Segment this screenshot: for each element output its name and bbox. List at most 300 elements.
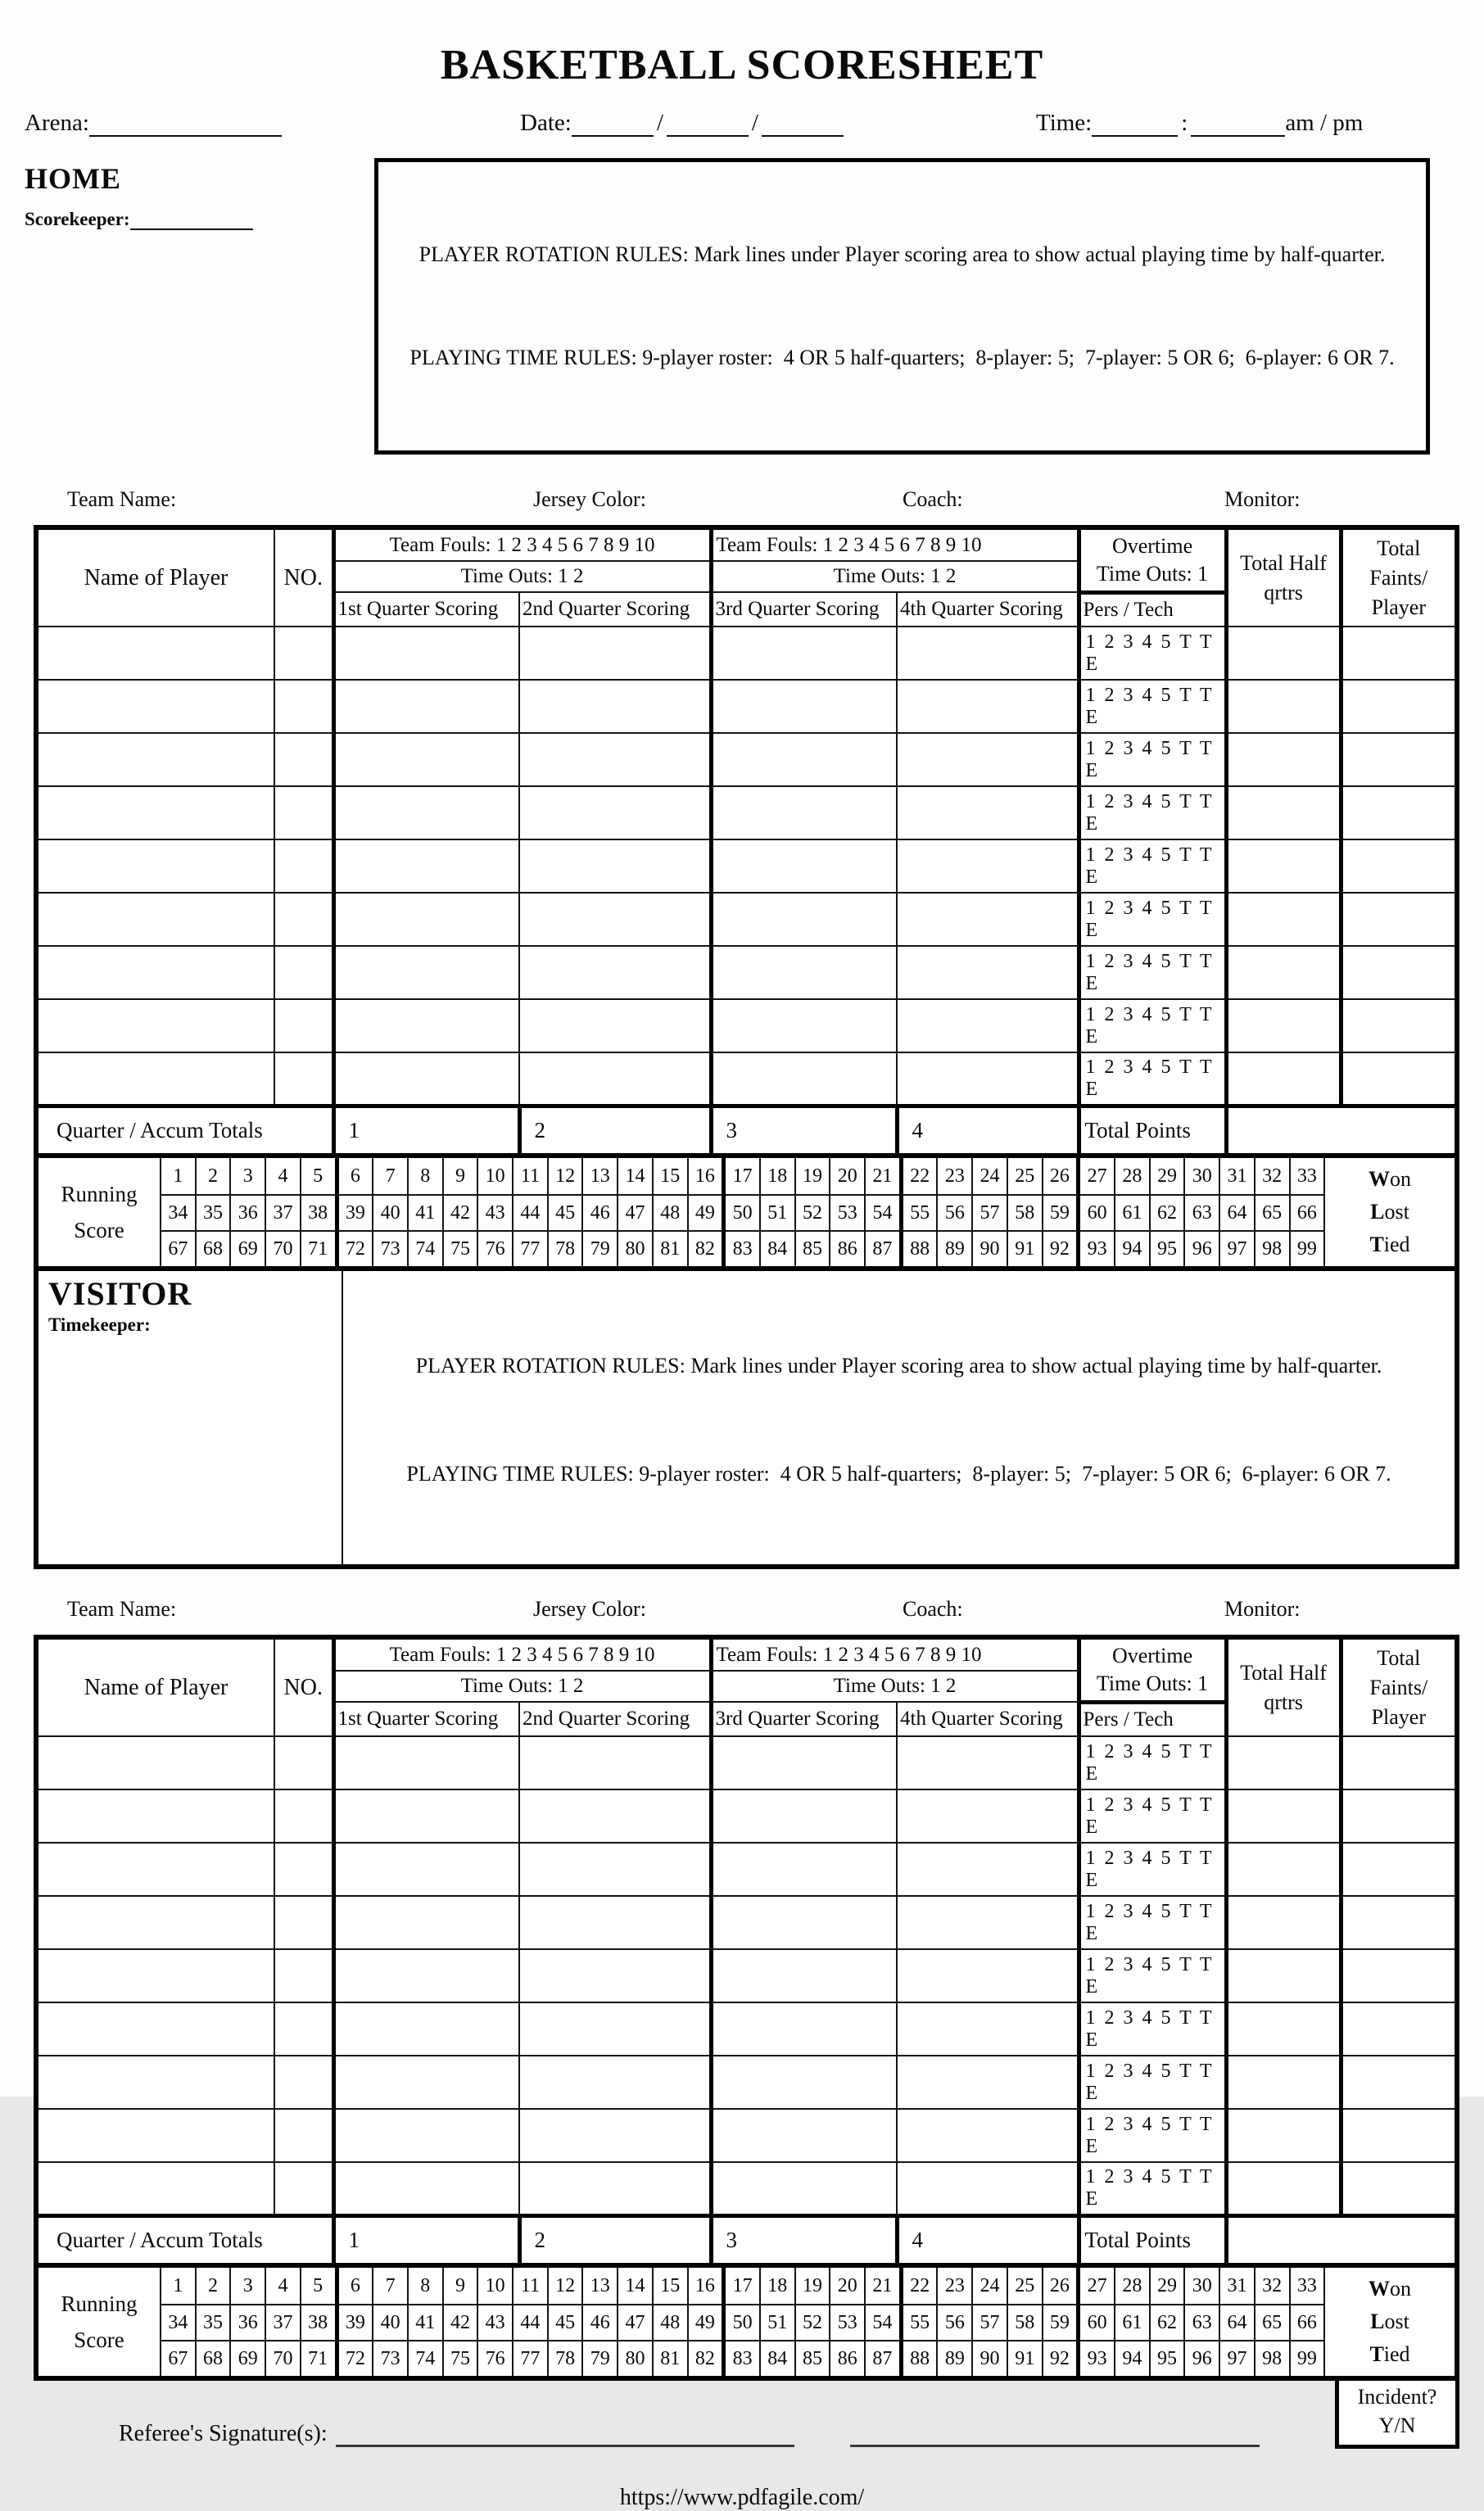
running-score-number[interactable]: 94 <box>1115 1230 1151 1266</box>
player-q4-scoring-cell[interactable] <box>897 1949 1079 2002</box>
running-score-number[interactable]: 84 <box>761 1230 796 1266</box>
quarter-2-total-cell[interactable]: 2 <box>519 2215 711 2263</box>
player-name-cell[interactable] <box>38 893 274 946</box>
running-score-number[interactable]: 24 <box>973 1158 1008 1194</box>
running-score-number[interactable]: 47 <box>618 2304 654 2340</box>
player-name-cell[interactable] <box>38 2002 274 2056</box>
player-total-faints-cell[interactable] <box>1341 999 1455 1052</box>
running-score-number[interactable]: 37 <box>266 1194 301 1230</box>
running-score-number[interactable]: 44 <box>514 1194 549 1230</box>
player-number-cell[interactable] <box>274 1843 333 1896</box>
player-q4-scoring-cell[interactable] <box>897 2056 1079 2109</box>
running-score-number[interactable]: 20 <box>830 1158 866 1194</box>
player-q2-scoring-cell[interactable] <box>519 627 711 680</box>
player-q2-scoring-cell[interactable] <box>519 1789 711 1843</box>
running-score-number[interactable]: 54 <box>866 1194 903 1230</box>
running-score-number[interactable]: 14 <box>618 1158 654 1194</box>
running-score-number[interactable]: 95 <box>1151 1230 1186 1266</box>
running-score-number[interactable]: 63 <box>1185 1194 1220 1230</box>
running-score-number[interactable]: 96 <box>1185 1230 1220 1266</box>
running-score-number[interactable]: 97 <box>1220 2340 1256 2376</box>
timeouts-header-first-half[interactable]: Time Outs: 1 2 <box>333 1671 711 1702</box>
player-q2-scoring-cell[interactable] <box>519 2002 711 2056</box>
running-score-number[interactable]: 6 <box>339 2268 374 2304</box>
running-score-number[interactable]: 7 <box>373 1158 409 1194</box>
running-score-number[interactable]: 44 <box>514 2304 549 2340</box>
running-score-number[interactable]: 39 <box>339 2304 374 2340</box>
running-score-number[interactable]: 29 <box>1151 2268 1186 2304</box>
running-score-number[interactable]: 11 <box>514 1158 549 1194</box>
running-score-number[interactable]: 4 <box>266 1158 301 1194</box>
running-score-number[interactable]: 87 <box>866 2340 903 2376</box>
player-q1-scoring-cell[interactable] <box>333 2002 519 2056</box>
running-score-number[interactable]: 80 <box>618 1230 654 1266</box>
running-score-number[interactable]: 62 <box>1151 1194 1186 1230</box>
running-score-number[interactable]: 48 <box>654 1194 689 1230</box>
running-score-number[interactable]: 32 <box>1256 2268 1291 2304</box>
running-score-number[interactable]: 32 <box>1256 1158 1291 1194</box>
running-score-number[interactable]: 79 <box>583 2340 618 2376</box>
date-line-2[interactable] <box>667 111 749 137</box>
player-name-cell[interactable] <box>38 1789 274 1843</box>
running-score-number[interactable]: 99 <box>1291 1230 1326 1266</box>
running-score-number[interactable]: 29 <box>1151 1158 1186 1194</box>
running-score-number[interactable]: 51 <box>761 2304 796 2340</box>
player-total-half-cell[interactable] <box>1226 999 1341 1052</box>
running-score-number[interactable]: 89 <box>938 1230 973 1266</box>
running-score-number[interactable]: 56 <box>938 1194 973 1230</box>
player-total-half-cell[interactable] <box>1226 733 1341 786</box>
player-fouls-cell[interactable]: 1 2 3 4 5 T T E <box>1079 1736 1226 1789</box>
running-score-number[interactable]: 30 <box>1185 1158 1220 1194</box>
player-total-faints-cell[interactable] <box>1341 2002 1455 2056</box>
running-score-number[interactable]: 94 <box>1115 2340 1151 2376</box>
player-q4-scoring-cell[interactable] <box>897 1736 1079 1789</box>
running-score-number[interactable]: 12 <box>549 2268 584 2304</box>
running-score-number[interactable]: 64 <box>1220 2304 1256 2340</box>
player-total-faints-cell[interactable] <box>1341 1843 1455 1896</box>
running-score-number[interactable]: 77 <box>514 2340 549 2376</box>
player-q3-scoring-cell[interactable] <box>711 680 897 733</box>
player-q3-scoring-cell[interactable] <box>711 1896 897 1949</box>
player-q3-scoring-cell[interactable] <box>711 946 897 999</box>
running-score-number[interactable]: 68 <box>197 1230 232 1266</box>
running-score-number[interactable]: 69 <box>231 2340 266 2376</box>
player-fouls-cell[interactable]: 1 2 3 4 5 T T E <box>1079 839 1226 893</box>
running-score-number[interactable]: 34 <box>161 2304 197 2340</box>
running-score-number[interactable]: 21 <box>866 2268 903 2304</box>
running-score-number[interactable]: 27 <box>1080 2268 1115 2304</box>
running-score-number[interactable]: 65 <box>1256 2304 1291 2340</box>
player-total-faints-cell[interactable] <box>1341 786 1455 839</box>
scorekeeper-line[interactable] <box>130 204 253 230</box>
player-fouls-cell[interactable]: 1 2 3 4 5 T T E <box>1079 2056 1226 2109</box>
player-fouls-cell[interactable]: 1 2 3 4 5 T T E <box>1079 1843 1226 1896</box>
running-score-number[interactable]: 66 <box>1291 1194 1326 1230</box>
player-q1-scoring-cell[interactable] <box>333 1843 519 1896</box>
timeouts-header-second-half[interactable]: Time Outs: 1 2 <box>711 561 1079 592</box>
running-score-number[interactable]: 85 <box>796 2340 831 2376</box>
timeouts-header-first-half[interactable]: Time Outs: 1 2 <box>333 561 711 592</box>
running-score-number[interactable]: 88 <box>903 1230 939 1266</box>
running-score-number[interactable]: 71 <box>301 1230 339 1266</box>
player-q4-scoring-cell[interactable] <box>897 733 1079 786</box>
player-q4-scoring-cell[interactable] <box>897 2002 1079 2056</box>
running-score-number[interactable]: 14 <box>618 2268 654 2304</box>
running-score-number[interactable]: 76 <box>478 2340 514 2376</box>
player-name-cell[interactable] <box>38 1052 274 1106</box>
player-name-cell[interactable] <box>38 627 274 680</box>
player-total-half-cell[interactable] <box>1226 680 1341 733</box>
running-score-number[interactable]: 1 <box>161 1158 197 1194</box>
result-lost[interactable]: Lost <box>1370 1200 1409 1224</box>
player-fouls-cell[interactable]: 1 2 3 4 5 T T E <box>1079 627 1226 680</box>
player-name-cell[interactable] <box>38 1949 274 2002</box>
team-name-label[interactable]: Team Name: <box>67 487 177 511</box>
player-total-half-cell[interactable] <box>1226 946 1341 999</box>
player-q1-scoring-cell[interactable] <box>333 1789 519 1843</box>
quarter-3-total-cell[interactable]: 3 <box>711 1106 897 1153</box>
player-name-cell[interactable] <box>38 999 274 1052</box>
running-score-number[interactable]: 69 <box>231 1230 266 1266</box>
player-name-cell[interactable] <box>38 680 274 733</box>
running-score-number[interactable]: 63 <box>1185 2304 1220 2340</box>
player-q2-scoring-cell[interactable] <box>519 1736 711 1789</box>
player-q1-scoring-cell[interactable] <box>333 946 519 999</box>
incident-box[interactable] <box>1335 2381 1459 2449</box>
running-score-number[interactable]: 72 <box>339 1230 374 1266</box>
player-number-cell[interactable] <box>274 2109 333 2162</box>
player-number-cell[interactable] <box>274 1052 333 1106</box>
player-number-cell[interactable] <box>274 733 333 786</box>
running-score-number[interactable]: 68 <box>197 2340 232 2376</box>
player-fouls-cell[interactable]: 1 2 3 4 5 T T E <box>1079 733 1226 786</box>
player-q1-scoring-cell[interactable] <box>333 1736 519 1789</box>
running-score-number[interactable]: 74 <box>409 1230 444 1266</box>
player-q3-scoring-cell[interactable] <box>711 627 897 680</box>
running-score-number[interactable]: 90 <box>973 2340 1008 2376</box>
running-score-number[interactable]: 25 <box>1008 2268 1043 2304</box>
running-score-number[interactable]: 43 <box>478 1194 514 1230</box>
running-score-number[interactable]: 48 <box>654 2304 689 2340</box>
running-score-number[interactable]: 42 <box>444 1194 479 1230</box>
running-score-number[interactable]: 64 <box>1220 1194 1256 1230</box>
running-score-number[interactable]: 53 <box>830 1194 866 1230</box>
running-score-number[interactable]: 18 <box>761 1158 796 1194</box>
running-score-number[interactable]: 91 <box>1008 2340 1043 2376</box>
running-score-number[interactable]: 81 <box>654 2340 689 2376</box>
running-score-number[interactable]: 70 <box>266 2340 301 2376</box>
running-score-number[interactable]: 46 <box>583 1194 618 1230</box>
running-score-number[interactable]: 67 <box>161 1230 197 1266</box>
player-total-faints-cell[interactable] <box>1341 2162 1455 2215</box>
running-score-number[interactable]: 79 <box>583 1230 618 1266</box>
running-score-number[interactable]: 21 <box>866 1158 903 1194</box>
player-total-half-cell[interactable] <box>1226 839 1341 893</box>
running-score-number[interactable]: 12 <box>549 1158 584 1194</box>
player-q4-scoring-cell[interactable] <box>897 839 1079 893</box>
running-score-number[interactable]: 37 <box>266 2304 301 2340</box>
running-score-number[interactable]: 89 <box>938 2340 973 2376</box>
running-score-number[interactable]: 76 <box>478 1230 514 1266</box>
player-q4-scoring-cell[interactable] <box>897 1896 1079 1949</box>
overtime-timeouts-label[interactable]: Time Outs: 1 <box>1096 1671 1209 1695</box>
result-won[interactable]: Won <box>1369 1167 1411 1191</box>
player-q2-scoring-cell[interactable] <box>519 680 711 733</box>
quarter-1-total-cell[interactable]: 1 <box>333 1106 519 1153</box>
player-q4-scoring-cell[interactable] <box>897 1789 1079 1843</box>
player-q1-scoring-cell[interactable] <box>333 1052 519 1106</box>
player-total-faints-cell[interactable] <box>1341 1736 1455 1789</box>
player-q2-scoring-cell[interactable] <box>519 2109 711 2162</box>
player-number-cell[interactable] <box>274 2002 333 2056</box>
running-score-number[interactable]: 72 <box>339 2340 374 2376</box>
player-q1-scoring-cell[interactable] <box>333 680 519 733</box>
player-total-faints-cell[interactable] <box>1341 733 1455 786</box>
running-score-number[interactable]: 38 <box>301 2304 339 2340</box>
running-score-number[interactable]: 42 <box>444 2304 479 2340</box>
running-score-number[interactable]: 6 <box>339 1158 374 1194</box>
total-points-cell[interactable] <box>1226 1106 1455 1153</box>
player-total-faints-cell[interactable] <box>1341 1949 1455 2002</box>
player-total-faints-cell[interactable] <box>1341 1896 1455 1949</box>
jersey-color-label[interactable]: Jersey Color: <box>533 487 646 511</box>
running-score-number[interactable]: 22 <box>903 2268 939 2304</box>
date-line-1[interactable] <box>572 111 654 137</box>
player-q3-scoring-cell[interactable] <box>711 999 897 1052</box>
running-score-number[interactable]: 56 <box>938 2304 973 2340</box>
player-total-faints-cell[interactable] <box>1341 2109 1455 2162</box>
team-name-label[interactable]: Team Name: <box>67 1597 177 1621</box>
quarter-4-total-cell[interactable]: 4 <box>897 2215 1079 2263</box>
player-total-half-cell[interactable] <box>1226 1843 1341 1896</box>
player-name-cell[interactable] <box>38 2162 274 2215</box>
time-line-minute[interactable] <box>1191 111 1285 137</box>
running-score-number[interactable]: 65 <box>1256 1194 1291 1230</box>
running-score-number[interactable]: 8 <box>409 2268 444 2304</box>
running-score-number[interactable]: 18 <box>761 2268 796 2304</box>
player-number-cell[interactable] <box>274 1736 333 1789</box>
running-score-number[interactable]: 28 <box>1115 1158 1151 1194</box>
coach-label[interactable]: Coach: <box>903 487 963 511</box>
running-score-number[interactable]: 23 <box>938 1158 973 1194</box>
running-score-number[interactable]: 41 <box>409 2304 444 2340</box>
player-number-cell[interactable] <box>274 1789 333 1843</box>
player-q3-scoring-cell[interactable] <box>711 2162 897 2215</box>
running-score-number[interactable]: 57 <box>973 2304 1008 2340</box>
running-score-number[interactable]: 43 <box>478 2304 514 2340</box>
running-score-number[interactable]: 85 <box>796 1230 831 1266</box>
signature-line-1[interactable] <box>336 2419 794 2447</box>
running-score-number[interactable]: 27 <box>1080 1158 1115 1194</box>
running-score-number[interactable]: 5 <box>301 1158 339 1194</box>
player-q4-scoring-cell[interactable] <box>897 893 1079 946</box>
player-number-cell[interactable] <box>274 1896 333 1949</box>
running-score-number[interactable]: 15 <box>654 1158 689 1194</box>
running-score-number[interactable]: 54 <box>866 2304 903 2340</box>
player-q3-scoring-cell[interactable] <box>711 893 897 946</box>
result-won[interactable]: Won <box>1369 2277 1411 2301</box>
player-total-faints-cell[interactable] <box>1341 1052 1455 1106</box>
player-number-cell[interactable] <box>274 999 333 1052</box>
monitor-label[interactable]: Monitor: <box>1224 1597 1301 1621</box>
player-q4-scoring-cell[interactable] <box>897 627 1079 680</box>
running-score-number[interactable]: 5 <box>301 2268 339 2304</box>
player-total-half-cell[interactable] <box>1226 2056 1341 2109</box>
running-score-number[interactable]: 86 <box>830 1230 866 1266</box>
running-score-number[interactable]: 19 <box>796 2268 831 2304</box>
running-score-number[interactable]: 58 <box>1008 2304 1043 2340</box>
running-score-number[interactable]: 84 <box>761 2340 796 2376</box>
player-q4-scoring-cell[interactable] <box>897 2162 1079 2215</box>
player-number-cell[interactable] <box>274 839 333 893</box>
running-score-number[interactable]: 75 <box>444 2340 479 2376</box>
player-q1-scoring-cell[interactable] <box>333 839 519 893</box>
running-score-number[interactable]: 25 <box>1008 1158 1043 1194</box>
player-total-faints-cell[interactable] <box>1341 893 1455 946</box>
running-score-number[interactable]: 67 <box>161 2340 197 2376</box>
running-score-number[interactable]: 90 <box>973 1230 1008 1266</box>
player-q2-scoring-cell[interactable] <box>519 999 711 1052</box>
player-total-half-cell[interactable] <box>1226 2002 1341 2056</box>
running-score-number[interactable]: 33 <box>1291 2268 1326 2304</box>
running-score-number[interactable]: 87 <box>866 1230 903 1266</box>
running-score-number[interactable]: 78 <box>549 2340 584 2376</box>
player-q2-scoring-cell[interactable] <box>519 946 711 999</box>
running-score-number[interactable]: 71 <box>301 2340 339 2376</box>
player-q4-scoring-cell[interactable] <box>897 1052 1079 1106</box>
running-score-number[interactable]: 82 <box>689 2340 726 2376</box>
player-fouls-cell[interactable]: 1 2 3 4 5 T T E <box>1079 786 1226 839</box>
jersey-color-label[interactable]: Jersey Color: <box>533 1597 646 1621</box>
running-score-number[interactable]: 9 <box>444 1158 479 1194</box>
player-q3-scoring-cell[interactable] <box>711 786 897 839</box>
player-fouls-cell[interactable]: 1 2 3 4 5 T T E <box>1079 2109 1226 2162</box>
player-number-cell[interactable] <box>274 946 333 999</box>
player-fouls-cell[interactable]: 1 2 3 4 5 T T E <box>1079 1789 1226 1843</box>
running-score-number[interactable]: 30 <box>1185 2268 1220 2304</box>
running-score-number[interactable]: 78 <box>549 1230 584 1266</box>
player-q1-scoring-cell[interactable] <box>333 893 519 946</box>
running-score-number[interactable]: 81 <box>654 1230 689 1266</box>
timeouts-header-second-half[interactable]: Time Outs: 1 2 <box>711 1671 1079 1702</box>
running-score-number[interactable]: 35 <box>197 1194 232 1230</box>
player-name-cell[interactable] <box>38 946 274 999</box>
player-q1-scoring-cell[interactable] <box>333 786 519 839</box>
running-score-number[interactable]: 99 <box>1291 2340 1326 2376</box>
running-score-number[interactable]: 49 <box>689 2304 726 2340</box>
running-score-number[interactable]: 20 <box>830 2268 866 2304</box>
player-total-half-cell[interactable] <box>1226 1789 1341 1843</box>
player-total-faints-cell[interactable] <box>1341 627 1455 680</box>
player-fouls-cell[interactable]: 1 2 3 4 5 T T E <box>1079 999 1226 1052</box>
running-score-number[interactable]: 86 <box>830 2340 866 2376</box>
running-score-number[interactable]: 3 <box>231 1158 266 1194</box>
running-score-number[interactable]: 58 <box>1008 1194 1043 1230</box>
player-q4-scoring-cell[interactable] <box>897 999 1079 1052</box>
running-score-number[interactable]: 26 <box>1043 2268 1081 2304</box>
player-name-cell[interactable] <box>38 733 274 786</box>
date-line-3[interactable] <box>762 111 844 137</box>
total-points-cell[interactable] <box>1226 2215 1455 2263</box>
running-score-number[interactable]: 97 <box>1220 1230 1256 1266</box>
running-score-number[interactable]: 33 <box>1291 1158 1326 1194</box>
player-number-cell[interactable] <box>274 1949 333 2002</box>
player-name-cell[interactable] <box>38 839 274 893</box>
player-total-half-cell[interactable] <box>1226 2162 1341 2215</box>
player-total-faints-cell[interactable] <box>1341 839 1455 893</box>
running-score-number[interactable]: 24 <box>973 2268 1008 2304</box>
running-score-number[interactable]: 39 <box>339 1194 374 1230</box>
running-score-number[interactable]: 52 <box>796 1194 831 1230</box>
running-score-number[interactable]: 38 <box>301 1194 339 1230</box>
player-q1-scoring-cell[interactable] <box>333 999 519 1052</box>
running-score-number[interactable]: 15 <box>654 2268 689 2304</box>
running-score-number[interactable]: 7 <box>373 2268 409 2304</box>
running-score-number[interactable]: 1 <box>161 2268 197 2304</box>
running-score-number[interactable]: 95 <box>1151 2340 1186 2376</box>
running-score-number[interactable]: 77 <box>514 1230 549 1266</box>
player-fouls-cell[interactable]: 1 2 3 4 5 T T E <box>1079 680 1226 733</box>
running-score-number[interactable]: 10 <box>478 1158 514 1194</box>
player-name-cell[interactable] <box>38 1896 274 1949</box>
running-score-number[interactable]: 16 <box>689 1158 726 1194</box>
player-fouls-cell[interactable]: 1 2 3 4 5 T T E <box>1079 1949 1226 2002</box>
quarter-3-total-cell[interactable]: 3 <box>711 2215 897 2263</box>
running-score-number[interactable]: 17 <box>726 1158 761 1194</box>
running-score-number[interactable]: 98 <box>1256 1230 1291 1266</box>
running-score-number[interactable]: 47 <box>618 1194 654 1230</box>
player-q3-scoring-cell[interactable] <box>711 2056 897 2109</box>
running-score-number[interactable]: 73 <box>373 1230 409 1266</box>
player-name-cell[interactable] <box>38 1736 274 1789</box>
player-total-half-cell[interactable] <box>1226 1736 1341 1789</box>
player-q3-scoring-cell[interactable] <box>711 839 897 893</box>
running-score-number[interactable]: 93 <box>1080 1230 1115 1266</box>
running-score-number[interactable]: 2 <box>197 2268 232 2304</box>
running-score-number[interactable]: 52 <box>796 2304 831 2340</box>
monitor-label[interactable]: Monitor: <box>1224 487 1301 511</box>
running-score-number[interactable]: 45 <box>549 2304 584 2340</box>
signature-line-2[interactable] <box>850 2419 1260 2447</box>
running-score-number[interactable]: 40 <box>373 1194 409 1230</box>
running-score-number[interactable]: 35 <box>197 2304 232 2340</box>
player-q2-scoring-cell[interactable] <box>519 839 711 893</box>
running-score-number[interactable]: 46 <box>583 2304 618 2340</box>
player-total-half-cell[interactable] <box>1226 1949 1341 2002</box>
quarter-4-total-cell[interactable]: 4 <box>897 1106 1079 1153</box>
running-score-number[interactable]: 70 <box>266 1230 301 1266</box>
running-score-number[interactable]: 82 <box>689 1230 726 1266</box>
team-fouls-header-first-half[interactable]: Team Fouls: 1 2 3 4 5 6 7 8 9 10 <box>333 530 711 561</box>
running-score-number[interactable]: 93 <box>1080 2340 1115 2376</box>
running-score-number[interactable]: 10 <box>478 2268 514 2304</box>
running-score-number[interactable]: 34 <box>161 1194 197 1230</box>
running-score-number[interactable]: 66 <box>1291 2304 1326 2340</box>
result-tied[interactable]: Tied <box>1369 1233 1410 1256</box>
player-q1-scoring-cell[interactable] <box>333 1949 519 2002</box>
running-score-number[interactable]: 31 <box>1220 2268 1256 2304</box>
player-number-cell[interactable] <box>274 2162 333 2215</box>
player-q2-scoring-cell[interactable] <box>519 893 711 946</box>
running-score-number[interactable]: 8 <box>409 1158 444 1194</box>
player-total-half-cell[interactable] <box>1226 1896 1341 1949</box>
running-score-number[interactable]: 83 <box>726 2340 761 2376</box>
running-score-number[interactable]: 49 <box>689 1194 726 1230</box>
footer-url[interactable]: https://www.pdfagile.com/ <box>619 2485 865 2510</box>
running-score-number[interactable]: 73 <box>373 2340 409 2376</box>
running-score-number[interactable]: 75 <box>444 1230 479 1266</box>
